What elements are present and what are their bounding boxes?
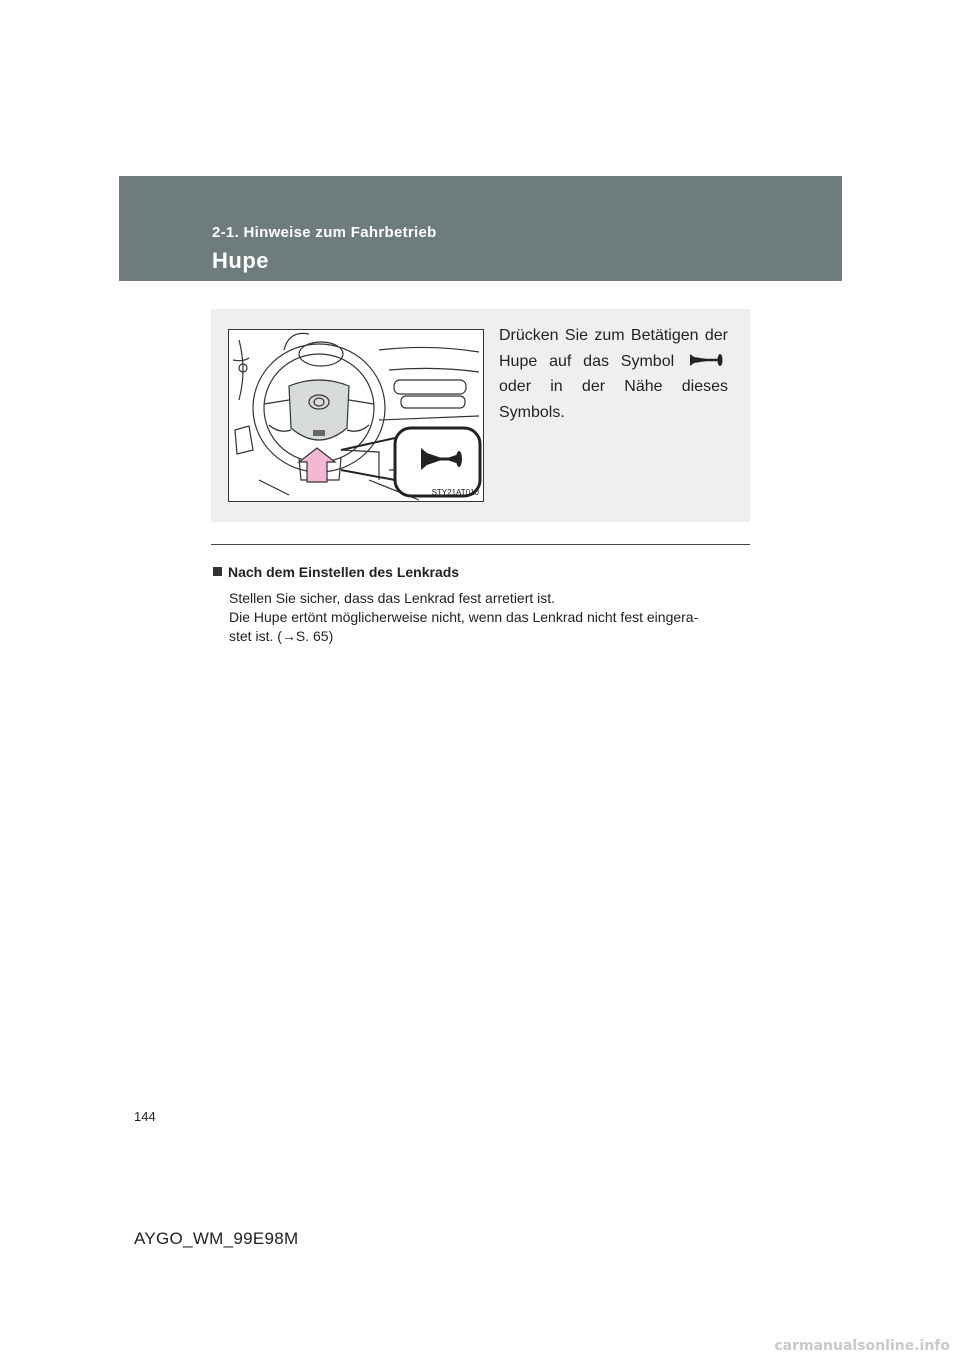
arrow-right-icon: → <box>281 628 296 644</box>
instruction-before: Drücken Sie zum Betätigen der Hupe auf das Symbol <box>499 327 728 370</box>
section-divider <box>211 544 750 545</box>
instruction-text <box>499 323 728 425</box>
figure-code: STY21AT010 <box>431 488 479 497</box>
watermark: carmanualsonline.info <box>774 1338 950 1354</box>
note-line-3: stet ist. (→S. 65) <box>229 628 334 644</box>
note-body <box>229 589 750 646</box>
instruction-after: oder in der Nähe dieses Symbols. <box>499 378 728 421</box>
note-line-1: Stellen Sie sicher, dass das Lenkrad fest arretiert ist. <box>229 590 556 606</box>
section-label: 2-1. Hinweise zum Fahrbetrieb <box>212 224 437 241</box>
steering-wheel-illustration <box>228 329 484 502</box>
document-code: AYGO_WM_99E98M <box>134 1229 299 1248</box>
steering-wheel-drawing <box>229 330 483 501</box>
page-number: 144 <box>134 1109 156 1124</box>
page-reference: S. 65) <box>295 628 334 644</box>
chapter-header <box>119 176 842 281</box>
square-bullet-icon <box>213 567 222 576</box>
note-heading-text: Nach dem Einstellen des Lenkrads <box>228 564 460 580</box>
note-line-2: Die Hupe ertönt möglicherweise nicht, wenn das Lenkrad nicht fest eingera- <box>229 609 699 625</box>
page-title: Hupe <box>212 248 269 273</box>
note-heading <box>213 564 459 580</box>
illustration-panel <box>211 309 750 522</box>
horn-icon <box>686 351 726 367</box>
